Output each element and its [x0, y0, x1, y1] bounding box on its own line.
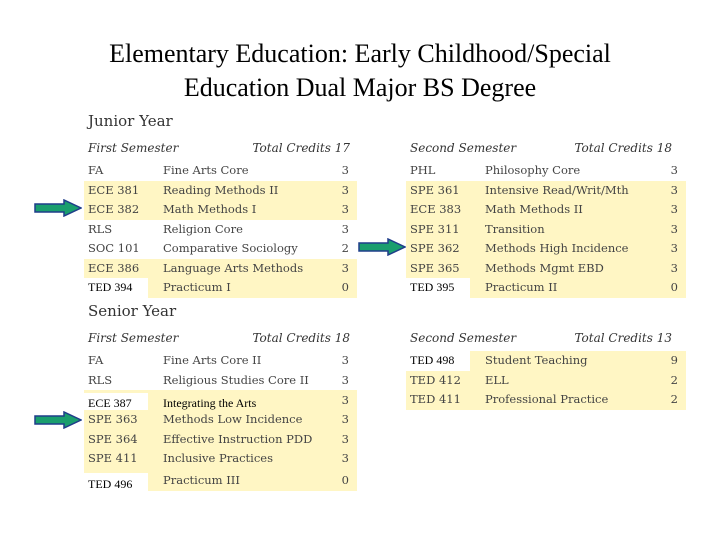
course-row [84, 181, 357, 201]
course-credits: 0 [341, 472, 349, 487]
course-credits: 3 [341, 412, 349, 426]
course-credits: 3 [341, 393, 349, 407]
course-code: TED 411 [410, 392, 461, 406]
junior-year-heading: Junior Year [88, 112, 173, 130]
junior-first-semester-header [88, 141, 350, 155]
course-code: TED 412 [410, 372, 461, 387]
course-title: Practicum I [163, 280, 231, 294]
course-row [84, 351, 357, 371]
total-credits: Total Credits 17 [252, 141, 350, 155]
course-row [84, 449, 357, 469]
junior-second-semester-table [406, 161, 686, 298]
course-row [406, 161, 686, 181]
course-credits: 3 [670, 182, 678, 197]
course-title: Effective Instruction PDD [163, 431, 313, 446]
course-credits: 3 [341, 372, 349, 387]
course-row [406, 181, 686, 201]
course-row [406, 371, 686, 391]
course-row [84, 220, 357, 240]
course-title: Comparative Sociology [163, 241, 298, 255]
course-title: Math Methods II [485, 202, 583, 216]
course-code: TED 498 [406, 351, 470, 371]
senior-second-semester-header [410, 331, 672, 345]
course-code: RLS [88, 221, 113, 236]
course-row [84, 200, 357, 220]
course-code: TED 394 [84, 278, 148, 298]
course-row [84, 469, 357, 491]
course-credits: 3 [341, 221, 349, 236]
course-code: FA [88, 163, 104, 177]
page-title-line-2: Education Dual Major BS Degree [183, 73, 537, 102]
course-credits: 3 [670, 163, 678, 177]
course-row [84, 239, 357, 259]
total-credits: Total Credits 13 [574, 331, 672, 345]
senior-first-semester-header [88, 331, 350, 345]
course-title: Student Teaching [485, 353, 588, 367]
semester-label: Second Semester [410, 331, 517, 345]
course-row [406, 390, 686, 410]
course-code: PHL [410, 163, 436, 177]
course-credits: 3 [341, 163, 349, 177]
course-credits: 2 [670, 372, 678, 387]
course-code: SPE 361 [410, 182, 460, 197]
right-arrow-icon [34, 411, 82, 429]
course-title: Transition [485, 221, 545, 236]
course-row [84, 371, 357, 391]
course-row [84, 430, 357, 450]
course-row [84, 278, 357, 298]
course-title: Language Arts Methods [163, 260, 304, 275]
course-row [84, 390, 357, 410]
semester-label: First Semester [88, 141, 179, 155]
course-row [406, 278, 686, 298]
junior-second-semester-header [410, 141, 672, 155]
course-title: Professional Practice [485, 392, 609, 406]
course-code: RLS [88, 372, 113, 387]
course-credits: 0 [341, 280, 349, 294]
course-title: Religious Studies Core II [163, 372, 309, 387]
course-code: SPE 311 [410, 221, 460, 236]
course-credits: 3 [670, 260, 678, 275]
course-code: ECE 381 [88, 182, 140, 197]
course-credits: 3 [670, 221, 678, 236]
junior-first-semester-table [84, 161, 357, 298]
course-code: FA [88, 353, 104, 367]
course-credits: 3 [341, 451, 349, 465]
course-credits: 3 [341, 431, 349, 446]
course-title: Reading Methods II [163, 182, 279, 197]
course-code: SOC 101 [88, 241, 140, 255]
course-title: Methods Mgmt EBD [485, 260, 604, 275]
course-title: Philosophy Core [485, 163, 581, 177]
course-code: TED 496 [84, 473, 148, 495]
course-row [84, 259, 357, 279]
course-row [406, 351, 686, 371]
course-title: Practicum II [485, 280, 558, 294]
course-credits: 2 [670, 392, 678, 406]
course-code: ECE 387 [84, 393, 148, 413]
course-title: Intensive Read/Writ/Mth [485, 182, 629, 197]
course-credits: 3 [341, 260, 349, 275]
course-credits: 9 [670, 353, 678, 367]
course-row [406, 200, 686, 220]
course-title: Inclusive Practices [163, 451, 273, 465]
senior-year-heading: Senior Year [88, 302, 177, 320]
course-row [84, 161, 357, 181]
course-credits: 3 [341, 202, 349, 216]
page-title-line-1: Elementary Education: Early Childhood/Special [109, 39, 611, 68]
senior-second-semester-table [406, 351, 686, 410]
course-code: TED 395 [406, 278, 470, 298]
course-title: Fine Arts Core II [163, 353, 262, 367]
course-title: Methods High Incidence [485, 241, 629, 255]
course-title: Integrating the Arts [163, 396, 257, 410]
course-credits: 3 [670, 202, 678, 216]
course-code: ECE 382 [88, 202, 140, 216]
total-credits: Total Credits 18 [252, 331, 350, 345]
course-credits: 3 [341, 353, 349, 367]
course-row [84, 410, 357, 430]
course-title: Math Methods I [163, 202, 257, 216]
course-code: SPE 362 [410, 241, 460, 255]
course-row [406, 220, 686, 240]
course-row [406, 259, 686, 279]
course-code: SPE 364 [88, 431, 138, 446]
course-code: SPE 365 [410, 260, 460, 275]
right-arrow-icon [358, 238, 406, 256]
course-credits: 0 [670, 280, 678, 294]
semester-label: Second Semester [410, 141, 517, 155]
course-code: ECE 386 [88, 260, 140, 275]
course-credits: 3 [670, 241, 678, 255]
course-code: ECE 383 [410, 202, 462, 216]
course-title: ELL [485, 372, 509, 387]
semester-label: First Semester [88, 331, 179, 345]
course-title: Fine Arts Core [163, 163, 249, 177]
course-title: Practicum III [163, 472, 240, 487]
course-code: SPE 411 [88, 451, 138, 465]
course-row [406, 239, 686, 259]
total-credits: Total Credits 18 [574, 141, 672, 155]
right-arrow-icon [34, 199, 82, 217]
course-title: Methods Low Incidence [163, 412, 303, 426]
course-credits: 2 [341, 241, 349, 255]
course-code: SPE 363 [88, 412, 138, 426]
course-credits: 3 [341, 182, 349, 197]
senior-first-semester-table [84, 351, 357, 491]
course-title: Religion Core [163, 221, 243, 236]
